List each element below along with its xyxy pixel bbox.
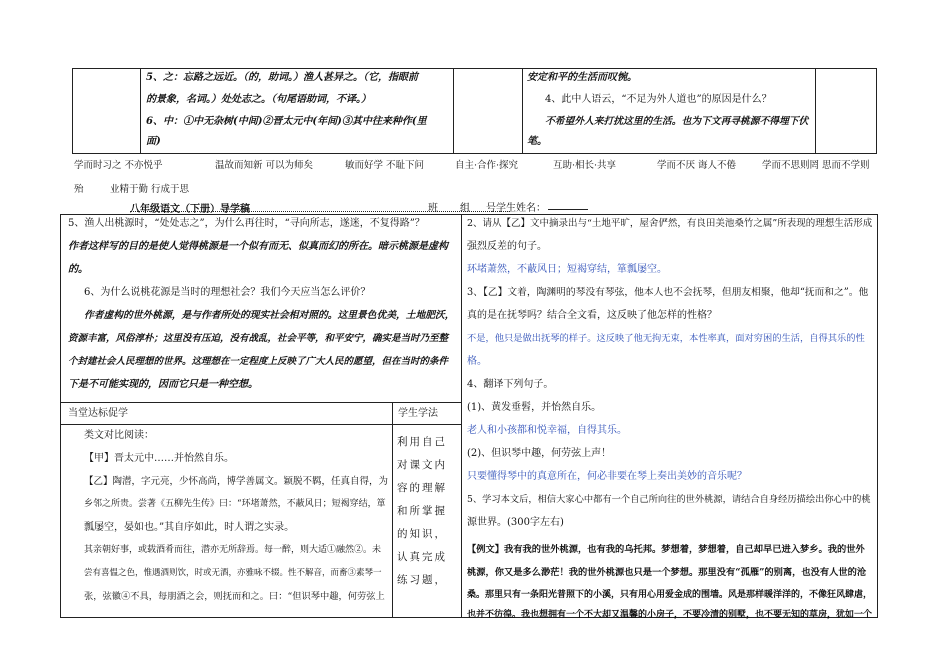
essay-line: 也并不彷徨。我也想拥有一个不大却又温馨的小房子，不要冷清的别墅，也不要无知的草房，犹如一个 [467,610,873,620]
motto: 学而不思则罔 思而不学则 [762,160,870,171]
answer-5: 作者这样写的目的是使人觉得桃源是一个似有而无、似真而幻的所在。暗示桃源是虚构 [68,241,448,252]
motto: 学而不厌 诲人不倦 [657,160,737,171]
text-line: 笔。 [527,136,547,147]
answer-6-cont: 个封建社会人民理想的世界。这理想在一定程度上反映了广大人民的愿望，但在当时的条件 [68,356,449,367]
passage-a: 【甲】晋太元中……并怡然自乐。 [84,453,234,464]
top-divider-3 [522,68,523,154]
essay-line: 桑。那里只有一条阳光普照下的小溪，只有用心用爱金成的围墙。风是那样暖洋洋的，不像狂风肆虐， [467,590,873,600]
text-line: 6、中：①中无杂树(中间)②晋太元中(年间)③其中往来种作(里 [146,116,427,127]
question-5: 5、渔人出桃源时，“处处志之”，为什么再往时，“寻向所志，遂迷，不复得路”？ [68,218,425,229]
answer-6-cont: 下是不可能实现的，因而它只是一种空想。 [68,379,258,390]
essay-line: 桃源，你又是多么渺茫！我的世外桃源也只是一个梦想。那里没有“孤雁”的别离，也没有人世的沧 [467,567,867,578]
question-5-right: 5、学习本文后，相信大家心中都有一个自己所向往的世外桃源，请结合自身经历描绘出你心中的桃 [467,494,871,505]
motto: 自主·合作·探究 [455,160,519,171]
question-3: 3、【乙】文着，陶渊明的琴没有琴弦，他本人也不会抚琴，但朋友相聚，他却“抚而和之”。他 [467,287,869,298]
study-line: 容的理解 [397,482,447,494]
name-label: 号学生姓名： [486,203,546,214]
answer-4-2: 只要懂得琴中的真意所在，何必非要在琴上奏出美妙的音乐呢？ [467,471,747,482]
passage-b: 【乙】陶潜，字元亮，少怀高尚，博学善属文。颖脱不羁，任真自得，为 [84,476,389,487]
study-line: 和所掌握 [397,505,447,517]
group-label: 组 [460,203,470,214]
motto: 殆 [74,184,84,195]
text-line: 的景象，名词。）处处志之。（句尾语助词，不译。） [146,94,371,105]
name-underline [548,209,588,210]
answer-3: 不是，他只是做出抚琴的样子。这反映了他无拘无束，本性率真，面对穷困的生活，自得其乐的性 [467,333,865,344]
motto: 互助·相长·共享 [553,160,617,171]
page-title: 八年级语文（下册）导学稿 [130,204,250,215]
motto: 学而时习之 不亦悦乎 [74,160,163,171]
top-divider-4 [815,68,816,154]
study-line: 认真完成 [397,551,447,563]
question-2-cont: 强烈反差的句子。 [467,241,547,252]
answer-6: 作者虚构的世外桃源，是与作者所处的现实社会相对照的。这里景色优美，土地肥沃， [84,310,455,321]
passage-b-cont: 瓢屡空，晏如也。”其自序如此，时人谓之实录。 [84,522,295,533]
top-divider-2 [453,68,454,154]
question-5-right-cont: 源世界。(300字左右) [467,517,564,528]
question-3-cont: 真的是在抚琴吗？结合全文看，这反映了他怎样的性格？ [467,310,717,321]
question-4-2: (2)、但识琴中趣，何劳弦上声！ [467,448,612,459]
answer-6-cont: 资源丰富，风俗淳朴；这里没有压迫，没有战乱，社会平等，和平安宁，确实是当时乃至整 [68,333,449,344]
question-6: 6、为什么说桃花源是当时的理想社会？我们今天应当怎么评价？ [84,287,371,298]
center-divider [461,214,462,618]
passage-b-cont: 其亲朝好事，或载酒肴而往，潜亦无所辞焉。每一醉，则大适①融然②。未 [84,545,382,555]
study-line: 对课文内 [397,459,447,471]
answer-2: 环堵萧然，不蔽风日；短褐穿结，箪瓢屡空。 [467,264,667,275]
top-divider-1 [140,68,141,154]
passage-b-cont: 尝有喜愠之色，惟遇酒则饮，时或无酒，亦雅咏不辍。性不解音，而畜③素琴一 [84,568,382,578]
text-line: 4、此中人语云，“不足为外人道也”的原因是什么？ [545,94,772,105]
study-method-divider [392,402,393,618]
study-method-title: 学生学法 [398,408,438,419]
answer-4-1: 老人和小孩都和悦幸福，自得其乐。 [467,425,627,436]
question-4-1: (1)、黄发垂髫，并怡然自乐。 [467,402,602,413]
essay-line: 【例文】我有我的世外桃源，也有我的乌托邦。梦想着，梦想着，自己却早已进入梦乡。我的世外 [467,544,865,555]
text-line: 面) [146,136,161,147]
passage-b-cont: 乡邻之所贵。尝著《五柳先生传》曰：“环堵萧然，不蔽风日；短褐穿结，箪 [84,499,386,509]
answer-5-cont: 的。 [68,264,88,275]
text-line: 安定和平的生活而叹惋。 [527,72,637,83]
text-line: 不希望外人来打扰这里的生活。也为下文再寻桃源不得埋下伏 [545,116,809,127]
section-title: 当堂达标促学 [68,408,128,419]
text-line: 5、之：忘路之远近。（的，助词。）渔人甚异之。（它，指眼前 [146,72,418,83]
question-2: 2、请从【乙】文中摘录出与“土地平旷，屋舍俨然，有良田美池桑竹之属”所表现的理想生活形成 [467,218,873,229]
motto: 敏而好学 不耻下问 [345,160,425,171]
motto: 业精于勤 行成于思 [110,184,190,195]
study-line: 利用自己 [397,436,447,448]
class-label: 班 [428,203,438,214]
answer-3-cont: 格。 [467,356,487,367]
passage-b-cont: 张，弦徽④不具，每朋酒之会，则抚而和之。曰：“但识琴中趣，何劳弦上 [84,591,385,602]
question-4: 4、翻译下列句子。 [467,379,554,390]
study-line: 练习题， [397,574,447,586]
study-line: 的知识， [397,528,447,540]
reading-intro: 类文对比阅读： [84,430,154,441]
motto: 温故而知新 可以为师矣 [215,160,314,171]
